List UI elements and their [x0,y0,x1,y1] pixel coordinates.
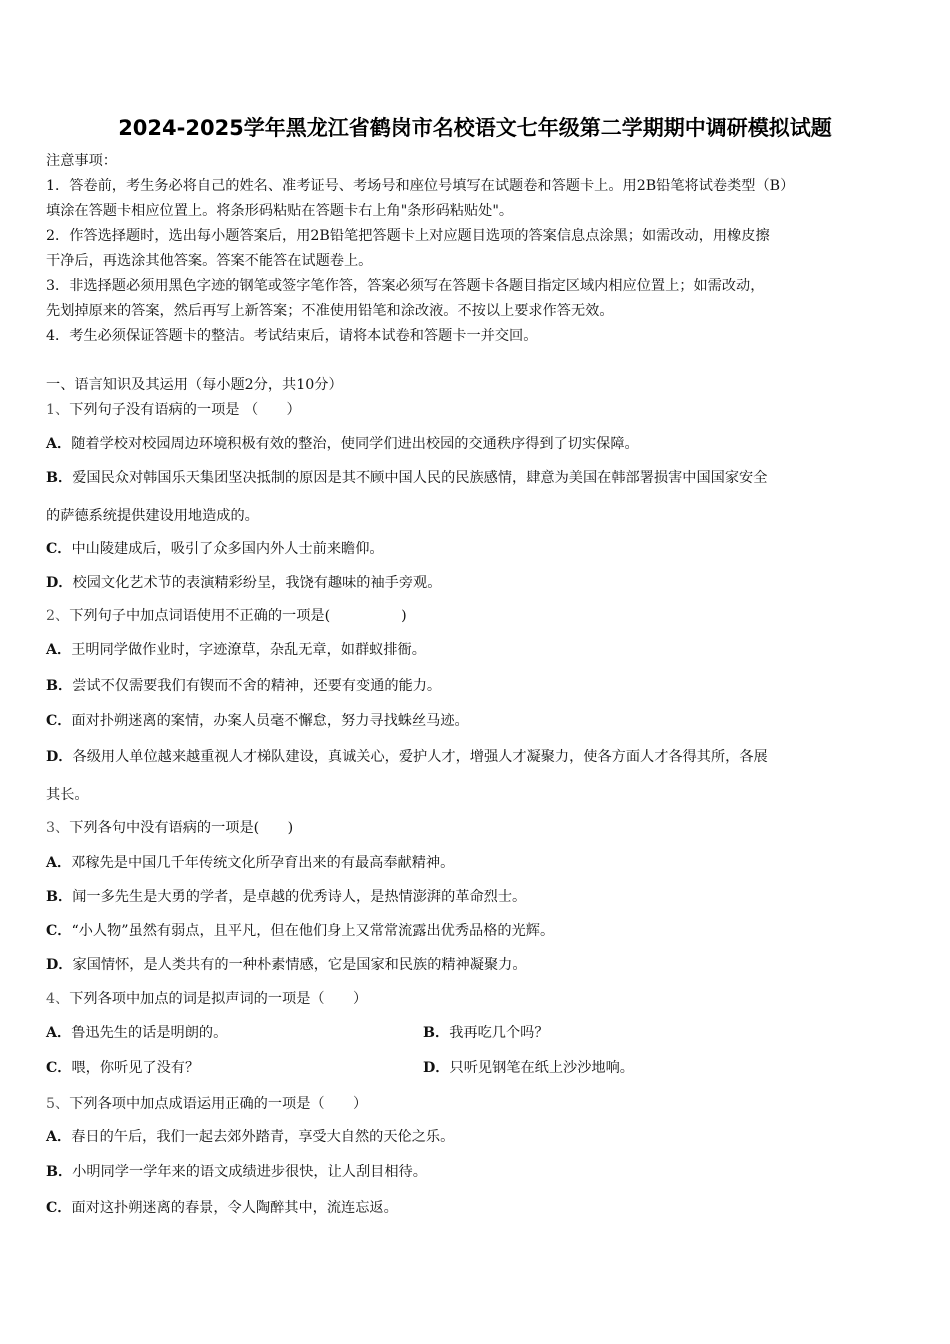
option-text: 邓稼先是中国几千年传统文化所孕育出来的有最高奉献精神。 [71,855,455,871]
option-label: D． [423,1060,450,1076]
option-text: 春日的午后，我们一起去郊外踏青，享受大自然的天伦之乐。 [71,1129,455,1145]
notice-line: 1．答卷前，考生务必将自己的姓名、准考证号、考场号和座位号填写在试题卷和答题卡上。用2B铅笔将试卷类型（B） [46,178,795,194]
question-text: 下列句子中加点词语使用不正确的一项是( ) [69,608,407,624]
option-a [46,640,426,660]
option-label: B． [46,678,73,694]
option-label: D． [46,957,73,973]
question-5-stem [46,1094,367,1114]
notice-heading: 注意事项： [46,153,117,169]
option-b-continued: 的萨德系统提供建设用地造成的。 [46,508,259,524]
option-text: “小人物”虽然有弱点，且平凡，但在他们身上又常常流露出优秀品格的光辉。 [71,923,555,939]
option-text: 爱国民众对韩国乐天集团坚决抵制的原因是其不顾中国人民的民族感情，肆意为美国在韩部署损害中国国家安全 [72,470,768,486]
option-text: 我再吃几个吗？ [449,1025,549,1041]
notice-line: 2．作答选择题时，选出每小题答案后，用2B铅笔把答题卡上对应题目选项的答案信息点涂黑；如需改动，用橡皮擦 [46,228,770,244]
notice-line: 填涂在答题卡相应位置上。将条形码粘贴在答题卡右上角"条形码粘贴处"。 [46,203,514,219]
question-text: 下列各句中没有语病的一项是( ) [69,820,294,836]
option-label: A． [46,1025,72,1041]
option-text: 家国情怀，是人类共有的一种朴素情感，它是国家和民族的精神凝聚力。 [72,957,527,973]
question-number: 2、 [46,608,70,624]
notice-line: 先划掉原来的答案，然后再写上新答案；不准使用铅笔和涂改液。不按以上要求作答无效。 [46,303,614,319]
option-label: C． [46,713,72,729]
option-b [46,468,767,488]
notice-line: 干净后，再选涂其他答案。答案不能答在试题卷上。 [46,253,373,269]
option-label: A． [46,1129,72,1145]
option-text: 面对扑朔迷离的案情，办案人员毫不懈怠，努力寻找蛛丝马迹。 [71,713,469,729]
question-number: 3、 [46,820,70,836]
option-a [46,1025,227,1041]
option-text: 随着学校对校园周边环境积极有效的整治，使同学们进出校园的交通秩序得到了切实保障。 [71,436,639,452]
option-text: 中山陵建成后，吸引了众多国内外人士前来瞻仰。 [71,541,384,557]
option-d [46,955,527,975]
question-2-stem [46,606,407,626]
question-1-stem [46,400,301,420]
option-label: B． [46,889,73,905]
option-label: C． [46,923,72,939]
option-text: 王明同学做作业时，字迹潦草，杂乱无章，如群蚁排衙。 [71,642,426,658]
option-label: A． [46,436,72,452]
option-label: A． [46,855,72,871]
option-label: A． [46,642,72,658]
option-label: C． [46,541,72,557]
options-row-cd [46,1058,906,1078]
option-b [46,1162,427,1182]
option-text: 鲁迅先生的话是明朗的。 [71,1025,228,1041]
option-c [46,539,384,559]
question-number: 5、 [46,1096,70,1112]
option-b [46,676,441,696]
option-b [423,1023,549,1043]
question-number: 1、 [46,402,70,418]
notice-line: 3．非选择题必须用黑色字迹的钢笔或签字笔作答，答案必须写在答题卡各题目指定区域内相应位置上；如需改动， [46,278,765,294]
option-c [46,1198,398,1218]
option-label: B． [423,1025,450,1041]
option-d [46,747,768,767]
option-label: B． [46,1164,73,1180]
option-label: C． [46,1200,72,1216]
option-c [46,711,469,731]
exam-title: 2024-2025学年黑龙江省鹤岗市名校语文七年级第二学期期中调研模拟试题 [118,116,832,140]
options-row-ab [46,1023,906,1043]
option-label: D． [46,749,73,765]
option-b [46,887,526,907]
option-text: 校园文化艺术节的表演精彩纷呈，我饶有趣味的袖手旁观。 [72,575,442,591]
option-text: 只听见钢笔在纸上沙沙地响。 [449,1060,634,1076]
option-c [46,921,554,941]
question-text: 下列各项中加点成语运用正确的一项是（ ） [69,1096,368,1112]
section-heading: 一、语言知识及其运用（每小题2分，共10分） [46,377,343,393]
option-text: 闻一多先生是大勇的学者，是卓越的优秀诗人，是热情澎湃的革命烈士。 [72,889,527,905]
question-text: 下列句子没有语病的一项是 （ ） [69,402,301,418]
option-d-continued: 其长。 [46,787,89,803]
option-label: D． [46,575,73,591]
option-label: B． [46,470,73,486]
option-c [46,1060,199,1076]
option-a [46,1127,454,1147]
question-4-stem [46,989,367,1009]
option-text: 小明同学一学年来的语文成绩进步很快，让人刮目相待。 [72,1164,427,1180]
question-text: 下列各项中加点的词是拟声词的一项是（ ） [69,991,368,1007]
option-text: 尝试不仅需要我们有锲而不舍的精神，还要有变通的能力。 [72,678,442,694]
question-3-stem [46,818,293,838]
option-text: 喂，你听见了没有？ [71,1060,200,1076]
option-d [46,573,441,593]
option-d [423,1058,634,1078]
option-text: 面对这扑朔迷离的春景，令人陶醉其中，流连忘返。 [71,1200,398,1216]
question-number: 4、 [46,991,70,1007]
option-text: 各级用人单位越来越重视人才梯队建设，真诚关心，爱护人才，增强人才凝聚力，使各方面人才各得其所，各展 [72,749,768,765]
option-label: C． [46,1060,72,1076]
option-a [46,434,639,454]
notice-line: 4．考生必须保证答题卡的整洁。考试结束后，请将本试卷和答题卡一并交回。 [46,328,538,344]
option-a [46,853,454,873]
